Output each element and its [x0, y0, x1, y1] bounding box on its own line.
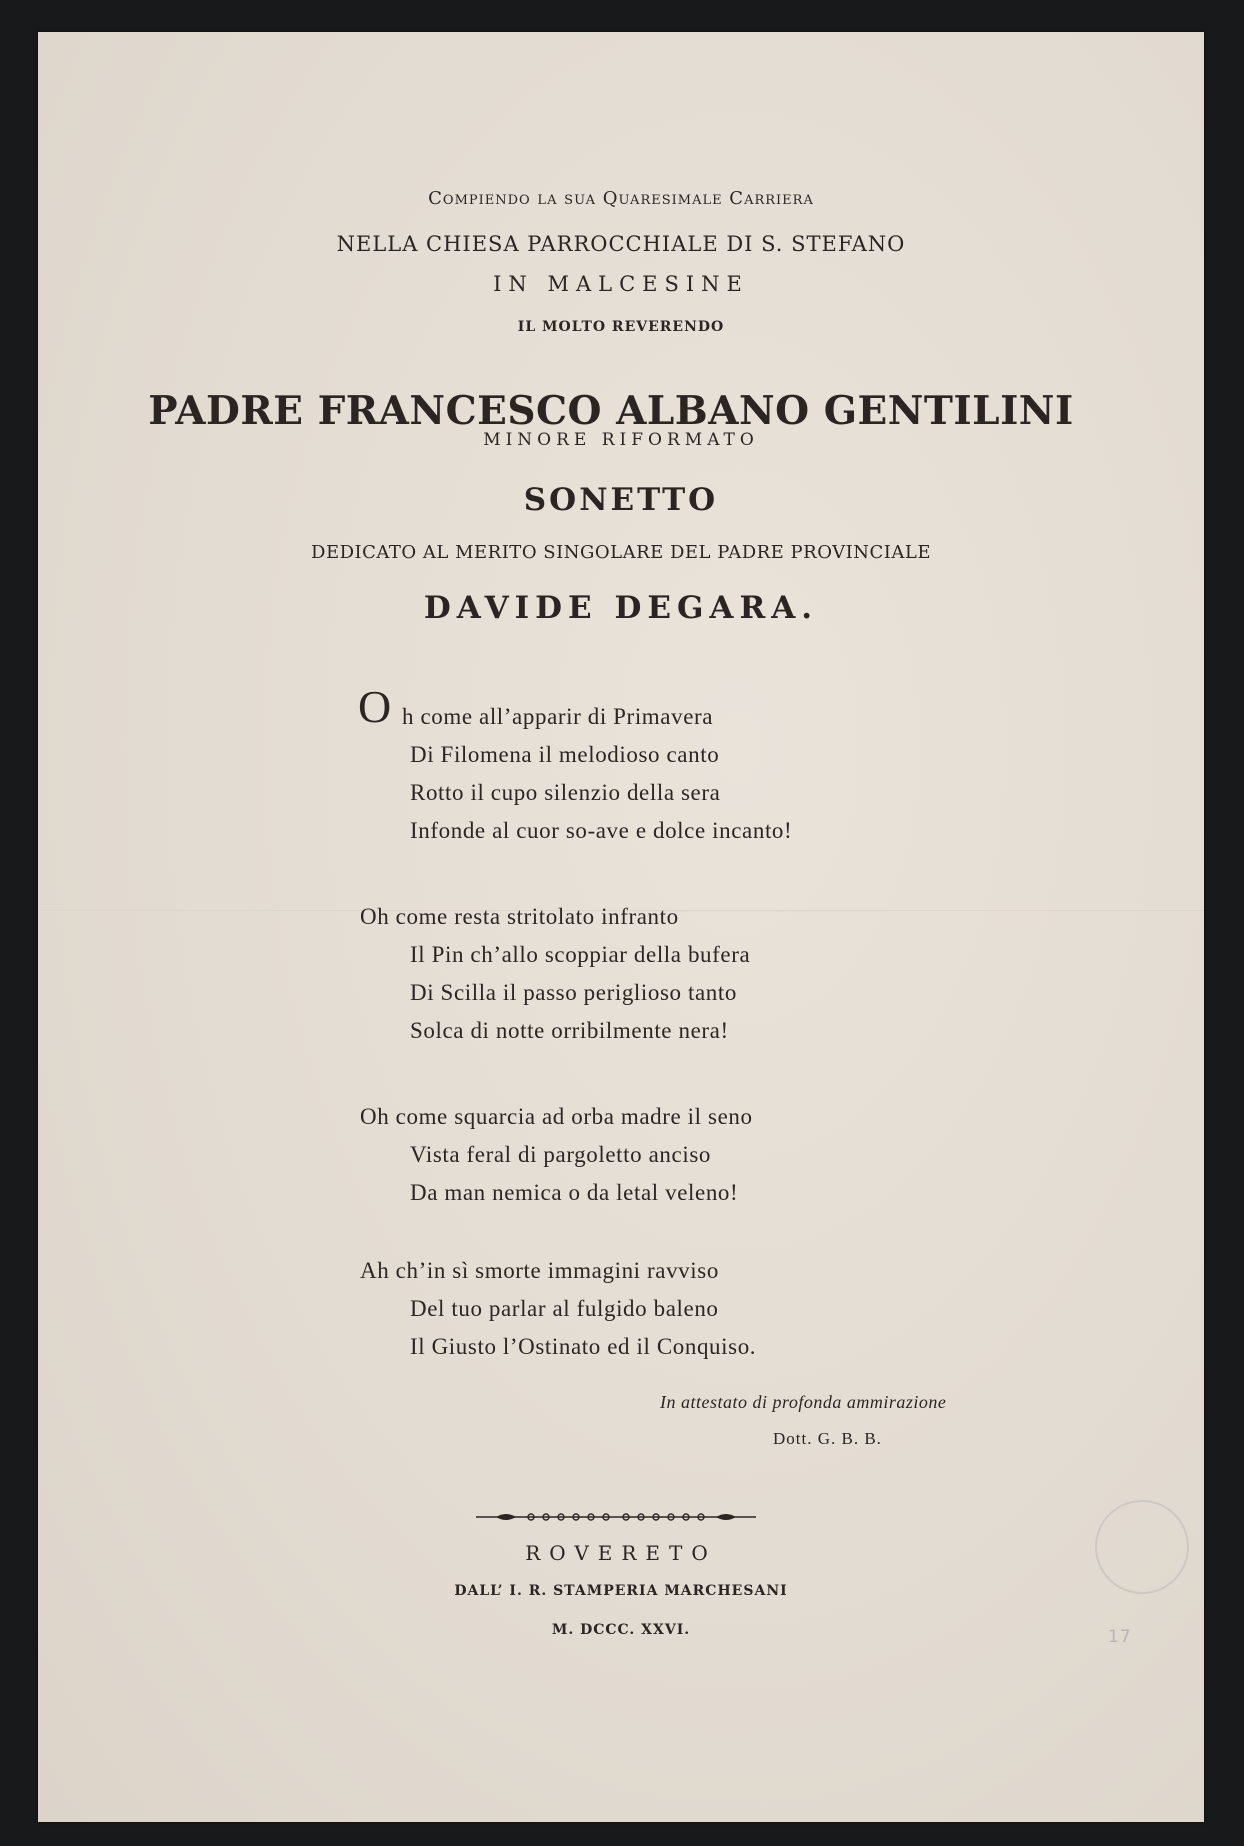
- imprint-year: M. DCCC. XXVI.: [551, 1622, 691, 1638]
- dedication-line: DEDICATO AL MERITO SINGOLARE DEL PADRE PROVINCIALE: [311, 542, 931, 563]
- imprint-city: ROVERETO: [525, 1541, 717, 1565]
- verse-line: Rotto il cupo silenzio della sera: [410, 780, 721, 805]
- header-line-4: IL MOLTO REVERENDO: [517, 319, 725, 335]
- header-line-1: Compiendo la sua Quaresimale Carriera: [428, 188, 814, 209]
- dedicatee-name: DAVIDE DEGARA.: [423, 590, 819, 626]
- verse-line: Di Filomena il melodioso canto: [410, 742, 720, 767]
- verse-line: Oh come resta stritolato infranto: [360, 904, 679, 929]
- verse-line: Infonde al cuor so-ave e dolce incanto!: [410, 818, 793, 843]
- verse-line: Oh come squarcia ad orba madre il seno: [360, 1104, 753, 1129]
- margin-note: 17: [1108, 1627, 1132, 1647]
- imprint-press: DALL’ I. R. STAMPERIA MARCHESANI: [454, 1583, 788, 1599]
- drop-cap: O: [358, 681, 392, 732]
- faded-stamp-icon: [1095, 1500, 1189, 1594]
- header-line-6: MINORE RIFORMATO: [483, 430, 759, 450]
- verse-line: Di Scilla il passo periglioso tanto: [410, 980, 737, 1005]
- verse-line: Il Pin ch’allo scoppiar della bufera: [410, 942, 751, 967]
- verse-line-1-text: h come all’apparir di Primavera: [402, 704, 714, 729]
- verse-line: Solca di notte orribilmente nera!: [410, 1018, 729, 1043]
- verse-line: Da man nemica o da letal veleno!: [410, 1180, 739, 1205]
- verse-line: Il Giusto l’Ostinato ed il Conquiso.: [410, 1334, 757, 1359]
- header-line-3: IN MALCESINE: [493, 272, 749, 296]
- author-signature: Dott. G. B. B.: [773, 1429, 882, 1448]
- document-sheet: [38, 32, 1204, 1822]
- sonnet-title: SONETTO: [523, 482, 719, 518]
- honoree-name: PADRE FRANCESCO ALBANO GENTILINI: [148, 388, 1074, 434]
- header-line-2: NELLA CHIESA PARROCCHIALE DI S. STEFANO: [336, 232, 906, 256]
- ornamental-rule-icon: [476, 1509, 756, 1525]
- verse-line: Vista feral di pargoletto anciso: [410, 1142, 711, 1167]
- verse-line: Ah ch’in sì smorte immagini ravviso: [360, 1258, 719, 1283]
- verse-line: Del tuo parlar al fulgido baleno: [410, 1296, 719, 1321]
- closing-dedication: In attestato di profonda ammirazione: [660, 1392, 947, 1412]
